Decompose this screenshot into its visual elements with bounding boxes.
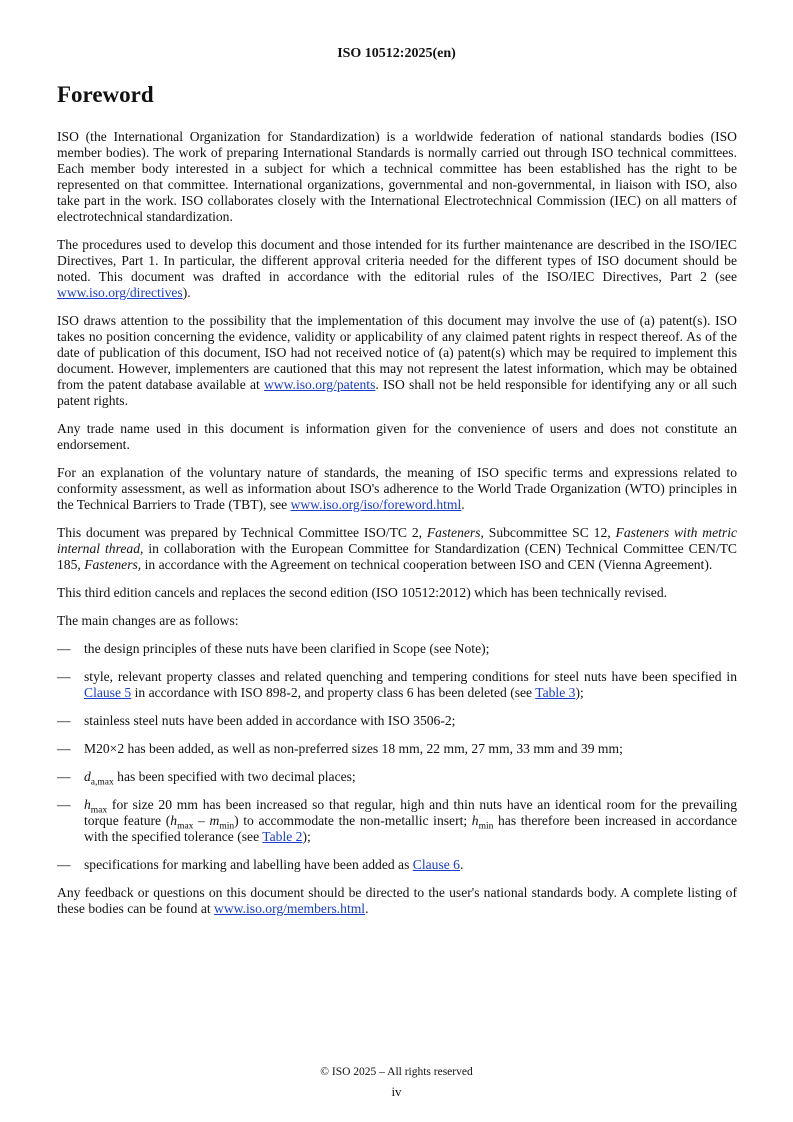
copyright-footer: © ISO 2025 – All rights reserved — [320, 1066, 473, 1078]
text-run: has therefore been increased in accordance with the specified tolerance (see — [84, 813, 738, 844]
document-body — [57, 129, 737, 929]
dash-bullet: — — [57, 769, 71, 784]
list-item — [57, 769, 737, 788]
text-run: stainless steel nuts have been added in accordance with ISO 3506-2; — [84, 713, 456, 728]
paragraph — [57, 237, 737, 301]
text-run: , in collaboration with the European Committee for Standardization (CEN) Technical Committee CEN/TC 185, — [57, 541, 737, 572]
paragraph — [57, 465, 737, 513]
list-item — [57, 713, 737, 729]
list-item — [57, 857, 737, 873]
italic-text: d — [84, 769, 91, 784]
italic-text: Fasteners, — [84, 557, 142, 572]
subscript: min — [219, 821, 235, 832]
text-run: ) to accommodate the non-metallic insert; — [234, 813, 472, 828]
paragraph — [57, 613, 737, 629]
hyperlink[interactable]: www.iso.org/directives — [57, 285, 183, 300]
text-run: . ISO shall not be held responsible for identifying any or all such patent rights. — [57, 377, 737, 408]
text-run: ISO (the International Organization for Standardization) is a worldwide federation of national standards bodies (ISO member bodies). The work of preparing International Standards is normally carried out through ISO technical committees. Each member body interested in a subject for which a technical committee has been established has the right to be represented on that committee. International organizations, governmental and non-governmental, in liaison with ISO, also take part in the work. ISO collaborates closely with the International Electrotechnical Commission (IEC) on all matters of electrotechnical standardization. — [57, 129, 737, 224]
paragraph — [57, 585, 737, 601]
hyperlink[interactable]: www.iso.org/patents — [263, 377, 376, 392]
subscript: max — [90, 805, 108, 816]
list-item-text — [84, 797, 737, 845]
dash-bullet: — — [57, 669, 71, 684]
italic-text: m — [209, 813, 220, 828]
text-run: style, relevant property classes and related quenching and tempering conditions for steel nuts have been specified in — [84, 669, 737, 684]
list-item-text — [84, 741, 737, 757]
hyperlink[interactable]: Table 2 — [262, 829, 303, 844]
text-run: the design principles of these nuts have been clarified in Scope (see Note); — [84, 641, 490, 656]
subscript: min — [478, 821, 494, 832]
text-run: has been specified with two decimal places; — [113, 769, 356, 784]
hyperlink[interactable]: www.iso.org/iso/foreword.html — [290, 497, 462, 512]
hyperlink[interactable]: Clause 6 — [412, 857, 460, 872]
italic-text: h — [170, 813, 178, 828]
text-run: Any feedback or questions on this document should be directed to the user's national standards body. A complete listing of these bodies can be found at — [57, 885, 737, 916]
text-run: specifications for marking and labelling have been added as — [84, 857, 413, 872]
list-item-text — [84, 769, 737, 788]
dash-bullet: — — [57, 797, 71, 812]
subscript: max — [177, 821, 194, 832]
text-run: ); — [302, 829, 311, 844]
italic-text: Fasteners — [426, 525, 481, 540]
text-run: Any trade name used in this document is information given for the convenience of users and does not constitute an endorsement. — [57, 421, 737, 452]
dash-bullet: — — [57, 641, 71, 656]
text-run: in accordance with the Agreement on technical cooperation between ISO and CEN (Vienna Agreement). — [141, 557, 713, 572]
hyperlink[interactable]: Clause 5 — [84, 685, 132, 700]
italic-text: h — [84, 797, 91, 812]
page-number: iv — [391, 1084, 402, 1099]
list-item-text — [84, 857, 737, 873]
text-run: This third edition cancels and replaces the second edition (ISO 10512:2012) which has been technically revised. — [57, 585, 668, 600]
text-run: – — [193, 813, 210, 828]
list-item-text — [84, 641, 737, 657]
list-item-text — [84, 713, 737, 729]
text-run: for size 20 mm has been increased so that regular, high and thin nuts have an identical room for the prevailing torque feature ( — [84, 797, 737, 828]
page-title: Foreword — [57, 82, 154, 107]
list-item — [57, 641, 737, 657]
dash-bullet: — — [57, 741, 71, 756]
paragraph — [57, 421, 737, 453]
hyperlink[interactable]: www.iso.org/members.html — [214, 901, 366, 916]
italic-text: Fasteners with metric internal thread — [57, 525, 738, 556]
text-run: For an explanation of the voluntary nature of standards, the meaning of ISO specific terms and expressions related to conformity assessment, as well as information about ISO's adherence to the World Trade Organization (WTO) principles in the Technical Barriers to Trade (TBT), see — [57, 465, 737, 512]
list-item — [57, 741, 737, 757]
italic-text: h — [471, 813, 479, 828]
text-run: M20×2 has been added, as well as non-preferred sizes 18 mm, 22 mm, 27 mm, 33 mm and 39 mm; — [84, 741, 623, 756]
text-run: . — [461, 497, 465, 512]
list-item — [57, 669, 737, 701]
text-run: , Subcommittee SC 12, — [480, 525, 616, 540]
text-run: This document was prepared by Technical Committee ISO/TC 2, — [57, 525, 427, 540]
paragraph — [57, 525, 737, 573]
dash-bullet: — — [57, 857, 71, 872]
dash-bullet: — — [57, 713, 71, 728]
text-run: ); — [575, 685, 584, 700]
paragraph — [57, 313, 737, 409]
subscript: a,max — [90, 777, 114, 788]
text-run: . — [459, 857, 464, 872]
list-item — [57, 797, 737, 845]
document-header: ISO 10512:2025(en) — [337, 46, 456, 61]
list-item-text — [84, 669, 737, 701]
paragraph — [57, 129, 737, 225]
text-run: ISO draws attention to the possibility that the implementation of this document may involve the use of (a) patent(s). ISO takes no position concerning the evidence, validity or applicability of any claimed patent rights in respect thereof. As of the date of publication of this document, ISO had not received notice of (a) patent(s) which may be required to implement this document. However, implementers are cautioned that this may not represent the latest information, which may be obtained from the patent database available at — [57, 313, 737, 392]
text-run: The main changes are as follows: — [57, 613, 239, 628]
hyperlink[interactable]: Table 3 — [535, 685, 576, 700]
text-run: in accordance with ISO 898-2, and property class 6 has been deleted (see — [131, 685, 536, 700]
closing-paragraph — [57, 885, 737, 917]
text-run: . — [365, 901, 369, 916]
text-run: ). — [182, 285, 191, 300]
text-run: The procedures used to develop this document and those intended for its further maintenance are described in the ISO/IEC Directives, Part 1. In particular, the different approval criteria needed for the different types of ISO document should be noted. This document was drafted in accordance with the editorial rules of the ISO/IEC Directives, Part 2 (see — [57, 237, 737, 284]
